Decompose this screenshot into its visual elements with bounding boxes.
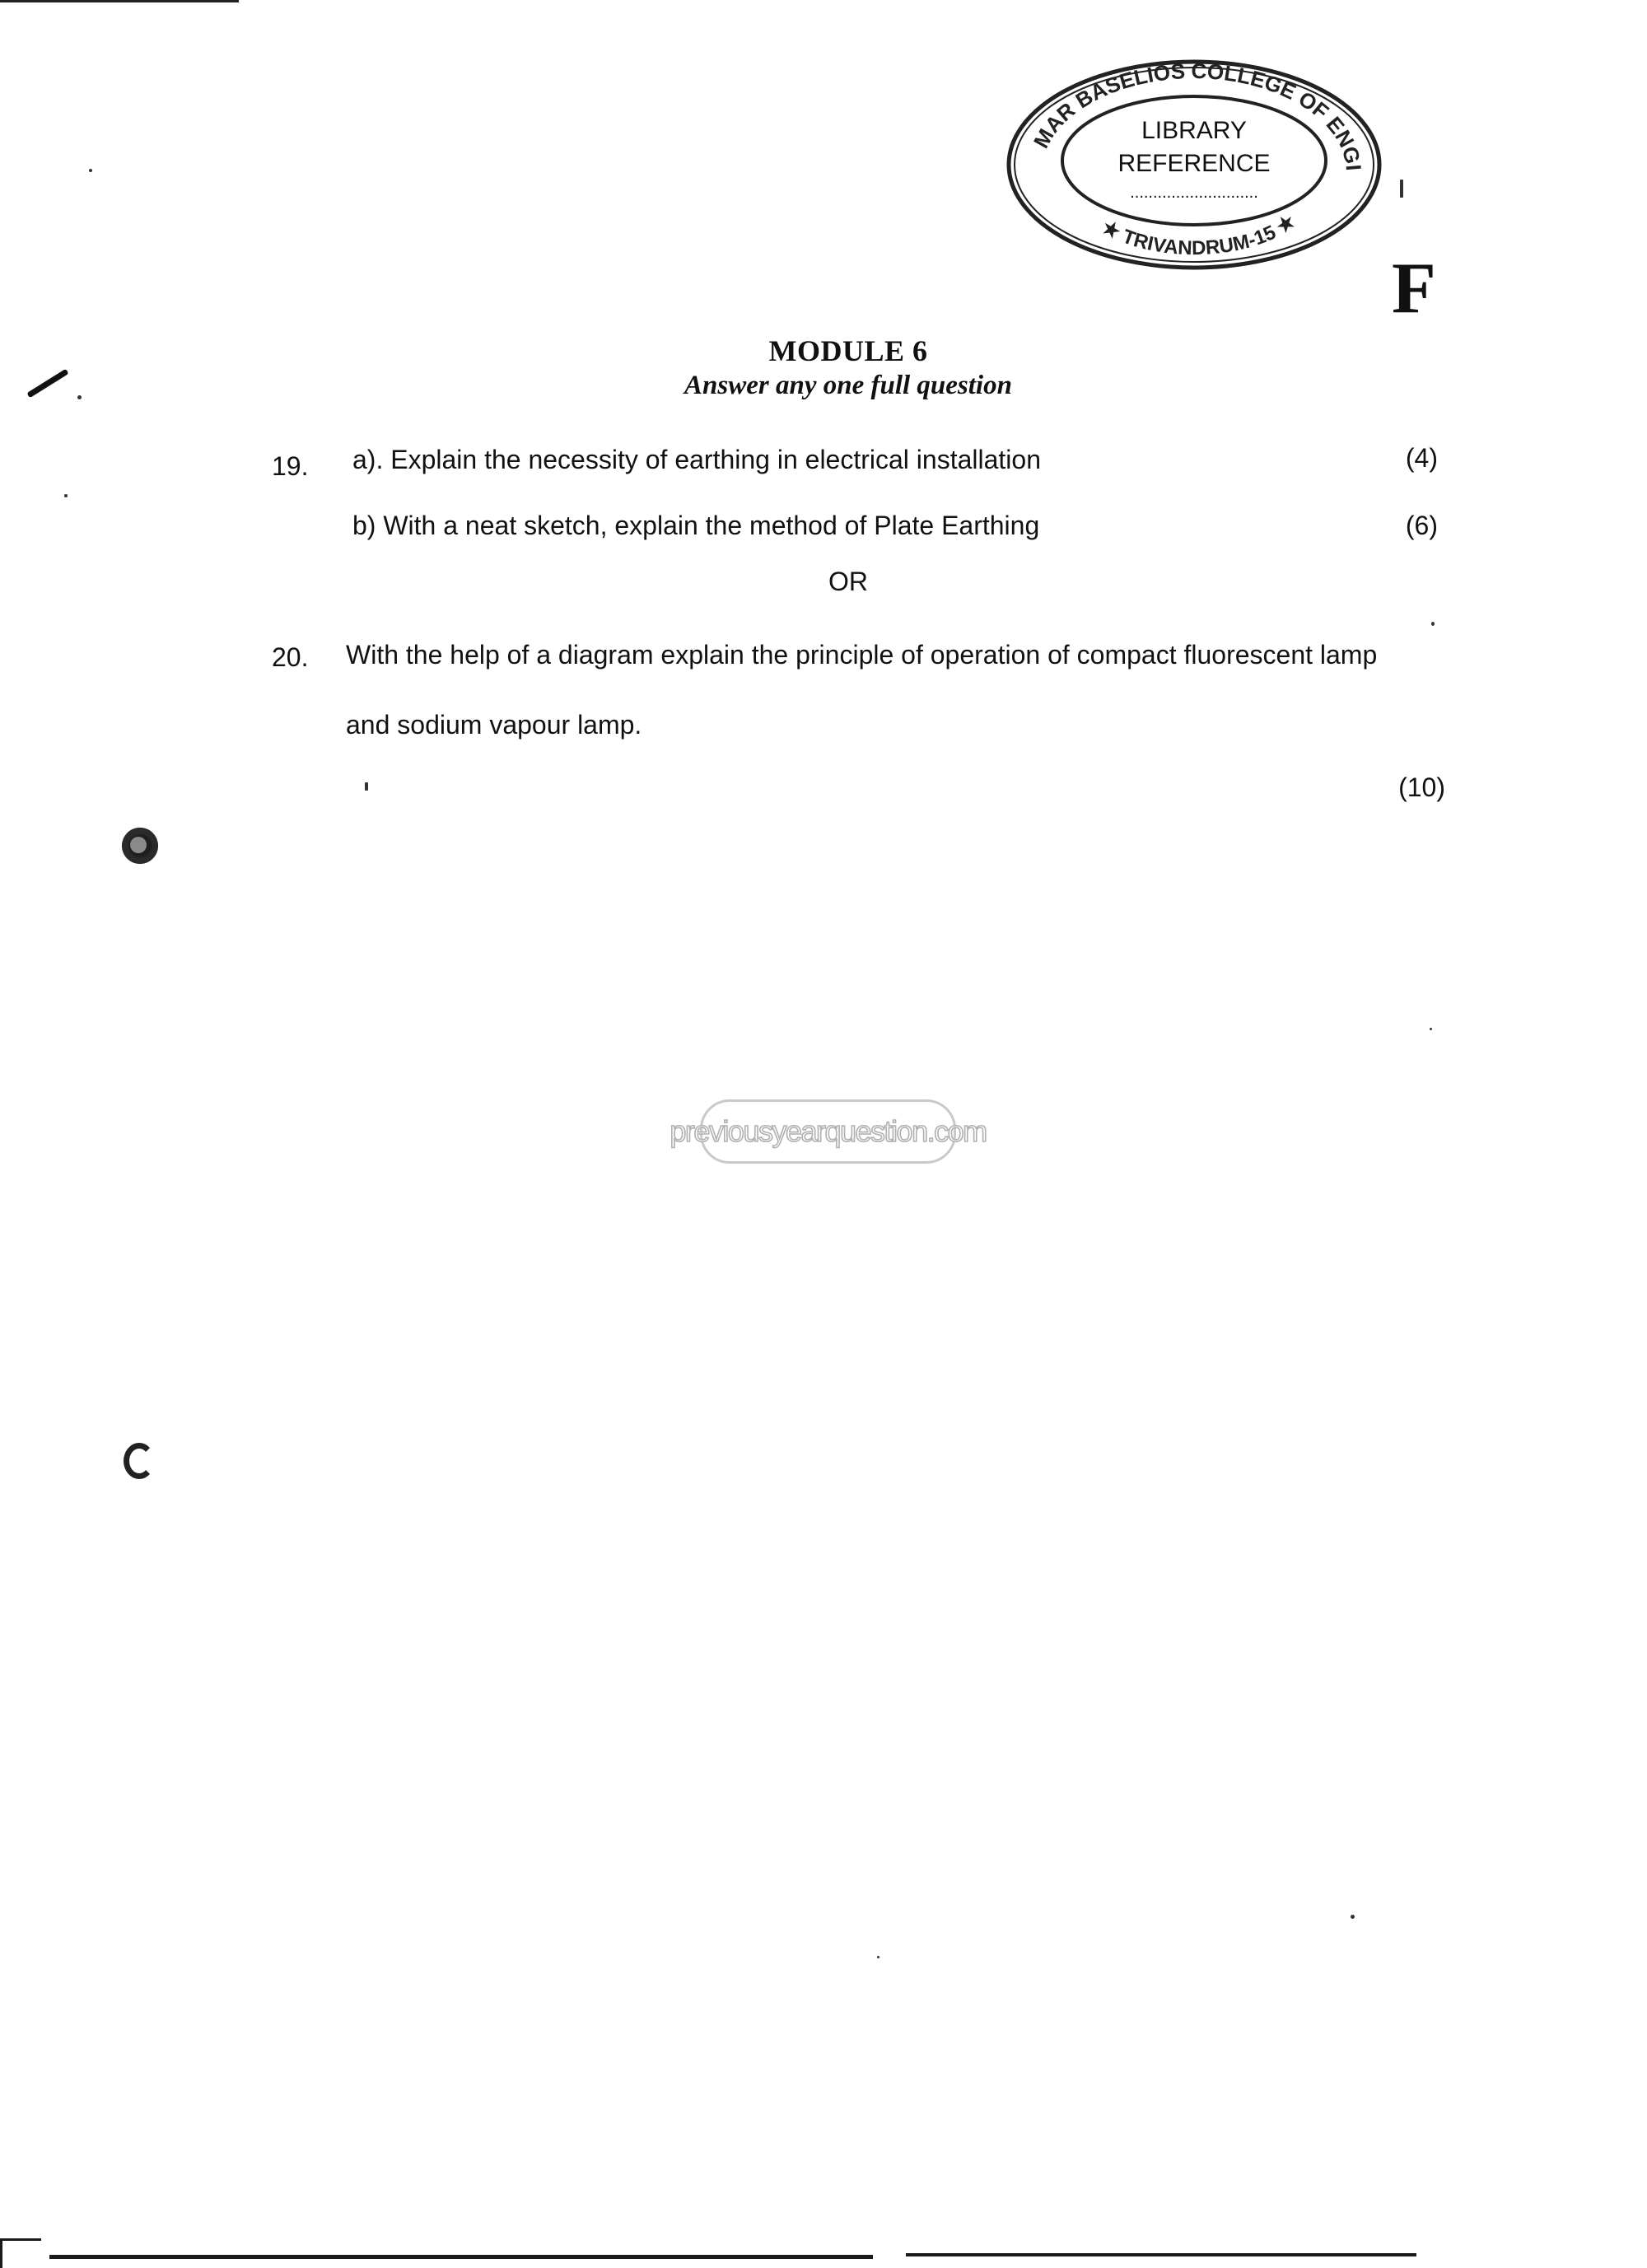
speck bbox=[1400, 180, 1403, 198]
speck bbox=[1431, 622, 1435, 626]
scan-edge-corner bbox=[0, 2238, 41, 2241]
watermark: previousyearquestion.com bbox=[700, 1099, 956, 1164]
stamp-graphic bbox=[996, 49, 1392, 272]
module-title: MODULE 6 bbox=[768, 334, 928, 367]
question-number-20: 20. bbox=[272, 642, 309, 672]
punch-hole-top-center bbox=[130, 837, 147, 853]
scan-edge-bottom bbox=[49, 2255, 873, 2259]
speck bbox=[365, 782, 368, 791]
punch-hole-bottom bbox=[124, 1443, 155, 1479]
question-19b-marks: (6) bbox=[1405, 511, 1438, 540]
speck bbox=[77, 395, 82, 399]
paper-code: F bbox=[1392, 249, 1436, 329]
stamp-line-library: LIBRARY bbox=[1141, 117, 1247, 144]
library-stamp bbox=[996, 49, 1392, 272]
question-20-marks: (10) bbox=[1398, 772, 1445, 802]
scan-edge-corner bbox=[0, 2238, 2, 2268]
speck bbox=[1430, 1028, 1432, 1030]
question-20-line-1: With the help of a diagram explain the principle of operation of compact fluorescent lamp bbox=[346, 640, 1378, 670]
stamp-arc-bottom-text: ★ TRIVANDRUM-15 ★ bbox=[1098, 209, 1300, 260]
or-separator: OR bbox=[828, 567, 868, 596]
question-19a-marks: (4) bbox=[1405, 443, 1438, 473]
stamp-dots: ............................ bbox=[1130, 184, 1258, 202]
speck bbox=[1351, 1915, 1355, 1919]
stamp-arc-top-text: MAR BASELIOS COLLEGE OF ENGI bbox=[1028, 58, 1366, 172]
question-20-line-2: and sodium vapour lamp. bbox=[346, 710, 642, 740]
stamp-line-reference: REFERENCE bbox=[1117, 150, 1271, 177]
scan-edge-line bbox=[0, 0, 239, 2]
module-instruction: Answer any one full question bbox=[684, 371, 1012, 400]
speck bbox=[64, 494, 68, 497]
question-number-19: 19. bbox=[272, 451, 309, 481]
speck bbox=[877, 1956, 879, 1958]
speck bbox=[89, 169, 92, 172]
question-19b-text: b) With a neat sketch, explain the method of Plate Earthing bbox=[352, 511, 1040, 540]
question-19a-text: a). Explain the necessity of earthing in electrical installation bbox=[352, 445, 1041, 474]
scan-edge-bottom bbox=[906, 2253, 1416, 2256]
